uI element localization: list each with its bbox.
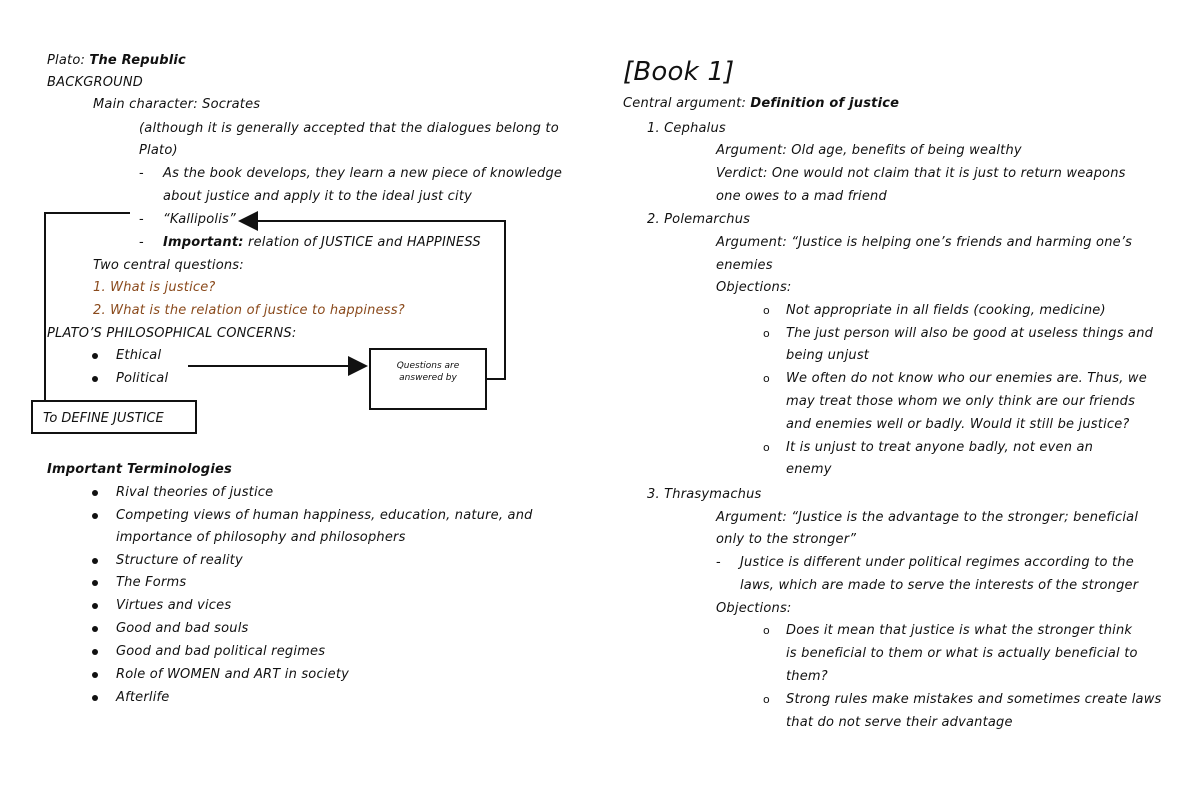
important-text: relation of JUSTICE and HAPPINESS (243, 235, 481, 250)
title-prefix: Plato: (47, 53, 90, 68)
circle-bullet: o (763, 372, 770, 385)
polemarchus-argument-1: Argument: “Justice is helping one’s friends and harming one’s (716, 235, 1133, 250)
bullet-dot (92, 626, 98, 632)
polemarchus-argument-2: enemies (716, 258, 773, 273)
thrasymachus-dash-1: Justice is different under political regimes according to the (740, 555, 1134, 570)
bullet-dot (92, 490, 98, 496)
term-item: Afterlife (116, 690, 170, 705)
circle-bullet: o (763, 327, 770, 340)
bullet-dot (92, 672, 98, 678)
concerns-heading: PLATO’S PHILOSOPHICAL CONCERNS: (47, 326, 297, 341)
two-questions: Two central questions: (93, 258, 244, 273)
objection-item-continued: them? (786, 669, 828, 684)
polemarchus-objections: Objections: (716, 280, 792, 295)
objection-item: Not appropriate in all fields (cooking, medicine) (786, 303, 1106, 318)
objection-item: We often do not know who our enemies are. Thus, we (786, 371, 1147, 386)
dash-bullet: - (139, 235, 144, 250)
thrasymachus-dash-2: laws, which are made to serve the interests of the stronger (740, 578, 1139, 593)
bullet-dot (92, 558, 98, 564)
dev-line-1: As the book develops, they learn a new piece of knowledge (163, 166, 563, 181)
questions-box (369, 348, 487, 410)
circle-bullet: o (763, 693, 770, 706)
bullet-dot (92, 695, 98, 701)
objection-item-continued: being unjust (786, 348, 870, 363)
term-item-continued: importance of philosophy and philosophers (116, 530, 406, 545)
term-item: Rival theories of justice (116, 485, 274, 500)
thrasymachus-argument-2: only to the stronger” (716, 532, 857, 547)
main-character: Main character: Socrates (93, 97, 261, 112)
question-1: 1. What is justice? (93, 280, 216, 295)
term-item: Role of WOMEN and ART in society (116, 667, 350, 682)
cephalus-argument: Argument: Old age, benefits of being wealthy (716, 143, 1022, 158)
polemarchus-heading: 2. Polemarchus (647, 212, 751, 227)
objection-item-continued: and enemies well or badly. Would it still be justice? (786, 417, 1130, 432)
objection-item: Does it mean that justice is what the stronger think (786, 623, 1133, 638)
term-item: Competing views of human happiness, education, nature, and (116, 508, 533, 523)
concern-ethical: Ethical (116, 348, 162, 363)
concern-political: Political (116, 371, 169, 386)
dash-bullet: - (139, 166, 144, 181)
central-argument (623, 95, 899, 112)
term-item: Virtues and vices (116, 598, 232, 613)
dev-line-2: about justice and apply it to the ideal just city (163, 189, 473, 204)
cephalus-verdict-1: Verdict: One would not claim that it is just to return weapons (716, 166, 1126, 181)
objection-item-continued: may treat those whom we only think are our friends (786, 394, 1136, 409)
note-line-2: Plato) (139, 143, 178, 158)
bullet-dot (92, 513, 98, 519)
dash-bullet: - (716, 555, 721, 570)
define-justice-box (31, 400, 197, 434)
bullet-dot (92, 649, 98, 655)
define-to-kallipolis-line (45, 213, 130, 400)
book-heading: [Book 1] (623, 57, 735, 87)
cephalus-heading: 1. Cephalus (647, 121, 726, 136)
note-line-1: (although it is generally accepted that the dialogues belong to (139, 121, 559, 136)
term-item: The Forms (116, 575, 187, 590)
thrasymachus-argument-1: Argument: “Justice is the advantage to the stronger; beneficial (716, 510, 1139, 525)
circle-bullet: o (763, 304, 770, 317)
terminologies-heading: Important Terminologies (47, 462, 232, 477)
objection-item-continued: is beneficial to them or what is actually beneficial to (786, 646, 1138, 661)
objection-item: Strong rules make mistakes and sometimes create laws (786, 692, 1162, 707)
circle-bullet: o (763, 441, 770, 454)
cephalus-verdict-2: one owes to a mad friend (716, 189, 887, 204)
objection-item: The just person will also be good at useless things and (786, 326, 1154, 341)
background-heading: BACKGROUND (47, 75, 144, 90)
circle-bullet: o (763, 624, 770, 637)
objection-item: It is unjust to treat anyone badly, not even an (786, 440, 1094, 455)
term-item: Good and bad souls (116, 621, 249, 636)
bullet-dot (92, 580, 98, 586)
objection-item-continued: enemy (786, 462, 832, 477)
title-book: The Republic (89, 53, 186, 68)
important-label: Important: (163, 235, 244, 250)
term-item: Structure of reality (116, 553, 243, 568)
thrasymachus-objections: Objections: (716, 601, 792, 616)
central-bold: Definition of justice (750, 96, 900, 111)
question-2: 2. What is the relation of justice to happiness? (93, 303, 405, 318)
define-justice-text: To DEFINE JUSTICE (43, 411, 164, 426)
kallipolis: “Kallipolis” (163, 212, 236, 227)
questions-box-text: Questions are answered by (396, 361, 460, 383)
central-prefix: Central argument: (623, 96, 751, 111)
dash-bullet: - (139, 212, 144, 227)
thrasymachus-heading: 3. Thrasymachus (647, 487, 762, 502)
term-item: Good and bad political regimes (116, 644, 326, 659)
objection-item-continued: that do not serve their advantage (786, 715, 1013, 730)
bullet-dot (92, 603, 98, 609)
